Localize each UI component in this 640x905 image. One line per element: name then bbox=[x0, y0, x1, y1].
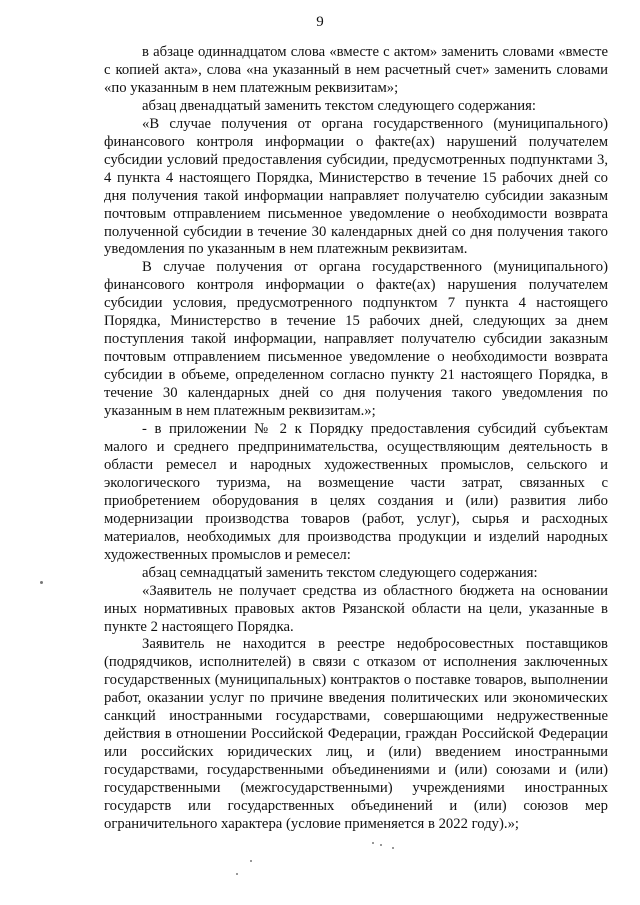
scan-speck bbox=[236, 873, 238, 875]
paragraph-violation-7: В случае получения от органа государственного (муниципального) финансового контроля информации о факте(ах) нарушения получателем субсидии условия, предусмотренного подпунктом 7 пункта 4 настоящего Порядка, Министерство в течение 15 рабочих дней, следующих за днем поступления такой информации, направляет получателю субсидии заказным почтовым отправлением письменное уведомление о необходимости возврата субсидии в объеме, определенном согласно пункту 21 настоящего Порядка, в течение 30 календарных дней со дня получения такого уведомления по указанным в нем платежным реквизитам.»; bbox=[104, 259, 608, 420]
scan-speck bbox=[392, 847, 394, 849]
paragraph-item-11-amendment: в абзаце одиннадцатом слова «вместе с актом» заменить словами «вместе с копией акта», слова «на указанный в нем расчетный счет» заменить словами «по указанным в нем платежным реквизитам»; bbox=[104, 44, 608, 96]
paragraph-appendix-2: - в приложении № 2 к Порядку предоставления субсидий субъектам малого и среднего предпринимательства, осуществляющим деятельность в области ремесел и народных художественных промыслов, сельского и экологического туризма, на возмещение части затрат, связанных с приобретением оборудования в целях создания и (или) развития либо модернизации производства товаров (работ, услуг), сырья и расходных материалов, необходимых для производства продукции и изделий народных художественных промыслов и ремесел: bbox=[104, 421, 608, 563]
scan-speck bbox=[40, 581, 43, 584]
paragraph-item-17-heading: абзац семнадцатый заменить текстом следующего содержания: bbox=[142, 564, 538, 581]
scan-speck bbox=[250, 860, 252, 862]
scan-speck bbox=[380, 844, 382, 846]
page-number: 9 bbox=[316, 14, 324, 30]
scan-speck bbox=[372, 842, 374, 844]
document-body bbox=[104, 44, 608, 834]
paragraph-item-12-heading: абзац двенадцатый заменить текстом следующего содержания: bbox=[142, 97, 536, 114]
paragraph-applicant-funds: «Заявитель не получает средства из областного бюджета на основании иных нормативных правовых актов Рязанской области на цели, указанные в пункте 2 настоящего Порядка. bbox=[104, 582, 608, 635]
paragraph-quote-violation-3-4: «В случае получения от органа государственного (муниципального) финансового контроля информации о факте(ах) нарушений получателем субсидии условий предоставления субсидии, предусмотренных подпунктами 3, 4 пункта 4 настоящего Порядка, Министерство в течение 15 рабочих дней со дня получения такой информации направляет получателю субсидии заказным почтовым отправлением письменное уведомление о необходимости возврата полученной субсидии в течение 30 календарных дней со дня получения такого уведомления по указанным в нем платежным реквизитам. bbox=[104, 115, 608, 258]
paragraph-applicant-registry: Заявитель не находится в реестре недобросовестных поставщиков (подрядчиков, исполнителей) в связи с отказом от исполнения заключенных государственных (муниципальных) контрактов о поставке товаров, выполнении работ, оказании услуг по причине введения политических или экономических санкций иностранными государствами, совершающими недружественные действия в отношении Российской Федерации, граждан Российской Федерации или российских юридических лиц, и (или) введением иностранными государствами, государственными объединениями и (или) союзами и (или) государственными (межгосударственными) учреждениями иностранных государств или государственных объединений и (или) союзов мер ограничительного характера (условие применяется в 2022 году).»; bbox=[104, 636, 608, 832]
